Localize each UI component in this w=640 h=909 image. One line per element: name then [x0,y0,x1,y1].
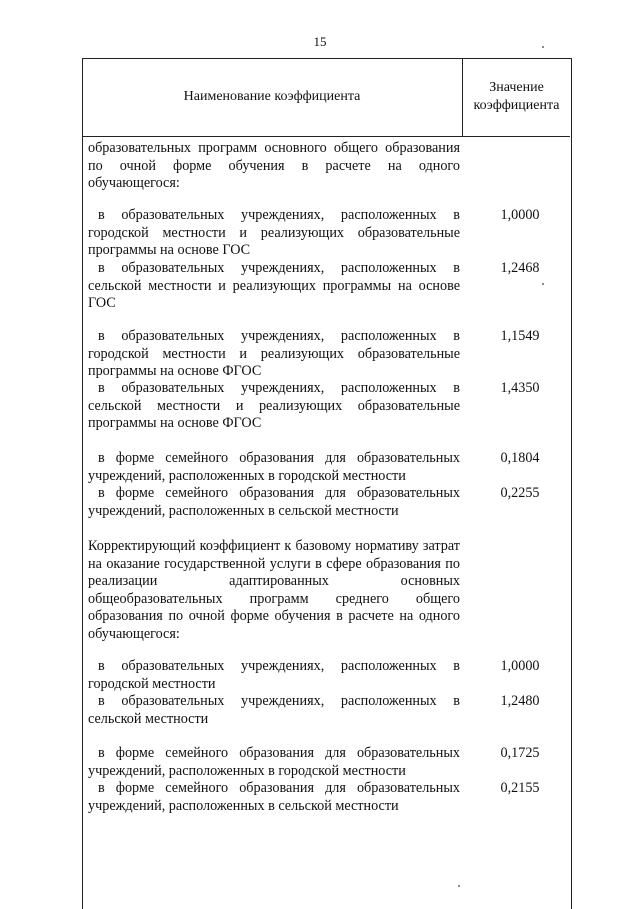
header-value-line2: коэффициента [473,98,560,113]
row-text-corrective-coefficient: Корректирующий коэффициент к базовому нормативу затрат на оказание государственной услуги в сфере образования по реализации адаптированных основных общеобразовательных программ среднего общего образования по очной форме обучения в расчете на одного обучающегося: [88,538,460,642]
scan-artifact [542,283,544,285]
row-value-family-rural: 0,2255 [500,485,540,501]
row-value-adapted-family-rural: 0,2155 [500,780,540,796]
row-text-urban-gos: в образовательных учреждениях, расположенных в городской местности и реализующих образовательные программы на основе ГОС [88,207,460,258]
page-number: 15 [313,34,327,49]
scan-artifact [458,885,460,887]
row-value-urban-fgos: 1,1549 [500,328,540,344]
scan-artifact [542,46,544,48]
row-text-urban-fgos: в образовательных учреждениях, расположенных в городской местности и реализующих образовательные программы на основе ФГОС [88,328,460,379]
header-value-column [463,58,570,136]
row-value-urban-gos: 1,0000 [500,207,540,223]
row-value-adapted-family-urban: 0,1725 [500,745,540,761]
row-text-adapted-urban: в образовательных учреждениях, расположенных в городской местности [88,658,460,692]
row-text-continuation: образовательных программ основного общего образования по очной форме обучения в расчете на одного обучающегося: [88,140,460,191]
row-value-rural-gos: 1,2468 [500,260,540,276]
row-text-rural-fgos: в образовательных учреждениях, расположенных в сельской местности и реализующих образовательные программы на основе ФГОС [88,380,460,431]
row-text-adapted-family-rural: в форме семейного образования для образовательных учреждений, расположенных в сельской местности [88,780,460,814]
header-name-column: Наименование коэффициента [183,89,361,104]
row-value-adapted-urban: 1,0000 [500,658,540,674]
row-text-family-rural: в форме семейного образования для образовательных учреждений, расположенных в сельской местности [88,485,460,519]
row-text-family-urban: в форме семейного образования для образовательных учреждений, расположенных в городской местности [88,450,460,484]
header-value-line1: Значение [489,80,544,95]
row-text-rural-gos: в образовательных учреждениях, расположенных в сельской местности и реализующих программы на основе ГОС [88,260,460,311]
row-text-adapted-rural: в образовательных учреждениях, расположенных в сельской местности [88,693,460,727]
row-value-family-urban: 0,1804 [500,450,540,466]
row-value-rural-fgos: 1,4350 [500,380,540,396]
row-text-adapted-family-urban: в форме семейного образования для образовательных учреждений, расположенных в городской местности [88,745,460,779]
row-value-adapted-rural: 1,2480 [500,693,540,709]
